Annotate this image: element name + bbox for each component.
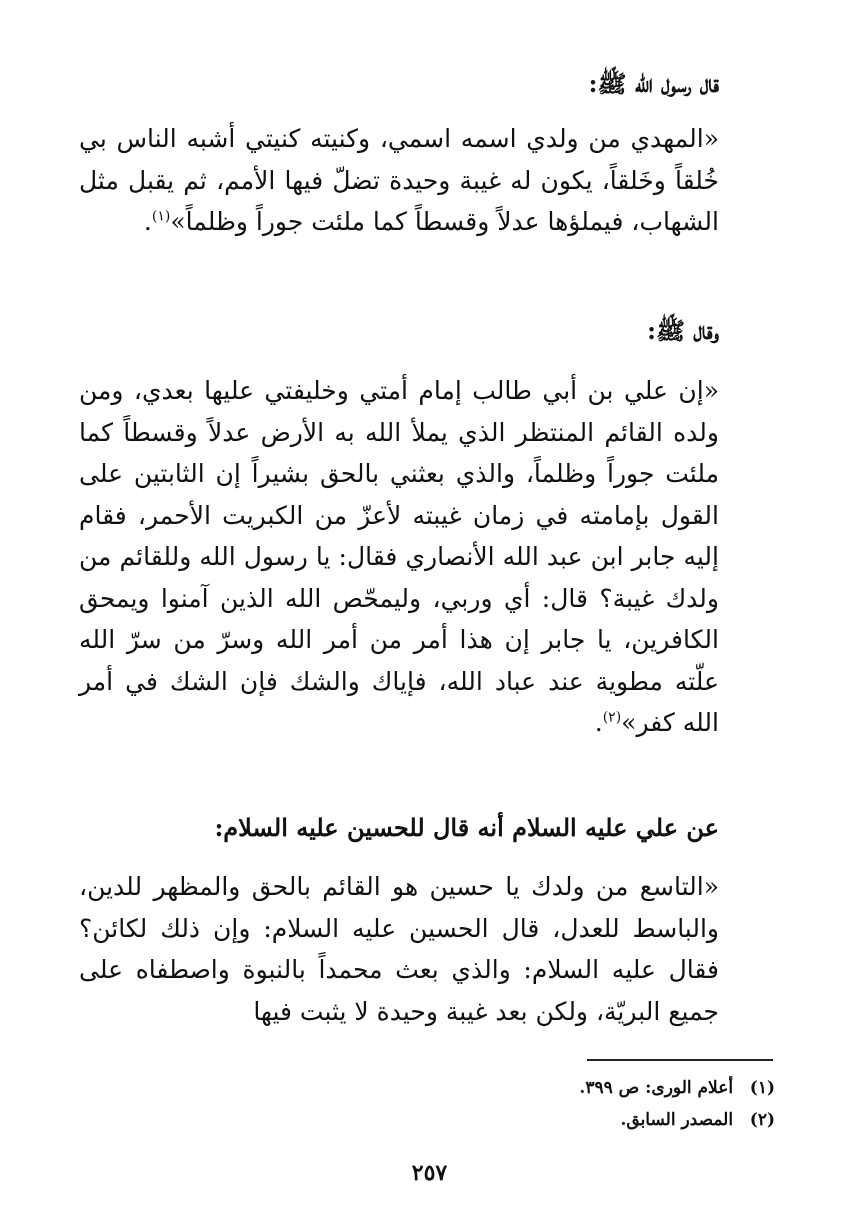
footnote-divider bbox=[587, 1059, 773, 1061]
page-number: ٢٥٧ bbox=[411, 1160, 448, 1186]
section-heading-2 bbox=[79, 313, 719, 349]
footnote-number: (١) bbox=[749, 1078, 775, 1098]
sentence-end: . bbox=[594, 708, 603, 737]
footnote-text: المصدر السابق. bbox=[620, 1110, 734, 1130]
heading-text: عن علي عليه السلام أنه قال للحسين عليه السلام: bbox=[214, 813, 719, 842]
footnote-reference[interactable]: (٢) bbox=[602, 709, 622, 726]
heading-text: وقال ﷺ: bbox=[647, 316, 719, 345]
footnote-reference[interactable]: (١) bbox=[151, 208, 171, 225]
hadith-text: «المهدي من ولدي اسمه اسمي، وكنيته كنيتي أشبه الناس بي خُلقاً وخَلقاً، يكون له غيبة وحيدة تضلّ فيها الأمم، ثم يقبل مثل الشهاب، فيملؤها عدلاً وقسطاً كما ملئت جوراً وظلماً» bbox=[79, 124, 719, 236]
hadith-text: «التاسع من ولدك يا حسين هو القائم بالحق والمظهر للدين، والباسط للعدل، قال الحسين عليه السلام: وإن ذلك لكائن؟ فقال عليه السلام: والذي بعث محمداً بالنبوة واصطفاه على جميع البريّة، ولكن بعد غيبة وحيدة لا يثبت فيها bbox=[79, 872, 719, 1026]
heading-text: قال رسول الله ﷺ: bbox=[588, 69, 719, 98]
hadith-paragraph-3 bbox=[79, 866, 719, 1032]
footnote-item bbox=[135, 1104, 775, 1136]
section-heading-3 bbox=[79, 810, 719, 846]
footnote-item bbox=[135, 1072, 775, 1104]
footnotes bbox=[135, 1072, 775, 1136]
section-heading-1 bbox=[79, 66, 719, 102]
sentence-end: . bbox=[143, 207, 152, 236]
hadith-paragraph-2 bbox=[79, 370, 719, 744]
footnote-number: (٢) bbox=[749, 1110, 775, 1130]
hadith-text: «إن علي بن أبي طالب إمام أمتي وخليفتي عليها بعدي، ومن ولده القائم المنتظر الذي يملأ الله به الأرض عدلاً وقسطاً كما ملئت جوراً وظلماً، والذي بعثني بالحق بشيراً إن الثابتين على القول بإمامته في زمان غيبته لأعزّ من الكبريت الأحمر، فقام إليه جابر ابن عبد الله الأنصاري فقال: يا رسول الله وللقائم من ولدك غيبة؟ قال: أي وربي، وليمحّص الله الذين آمنوا ويمحق الكافرين، يا جابر إن هذا أمر من أمر الله وسرّ من سرّ الله علّته مطوية عند عباد الله، فإياك والشك فإن الشك في أمر الله كفر» bbox=[79, 376, 719, 737]
footnote-text: أعلام الورى: ص ٣٩٩. bbox=[579, 1078, 734, 1098]
hadith-paragraph-1 bbox=[79, 118, 719, 243]
